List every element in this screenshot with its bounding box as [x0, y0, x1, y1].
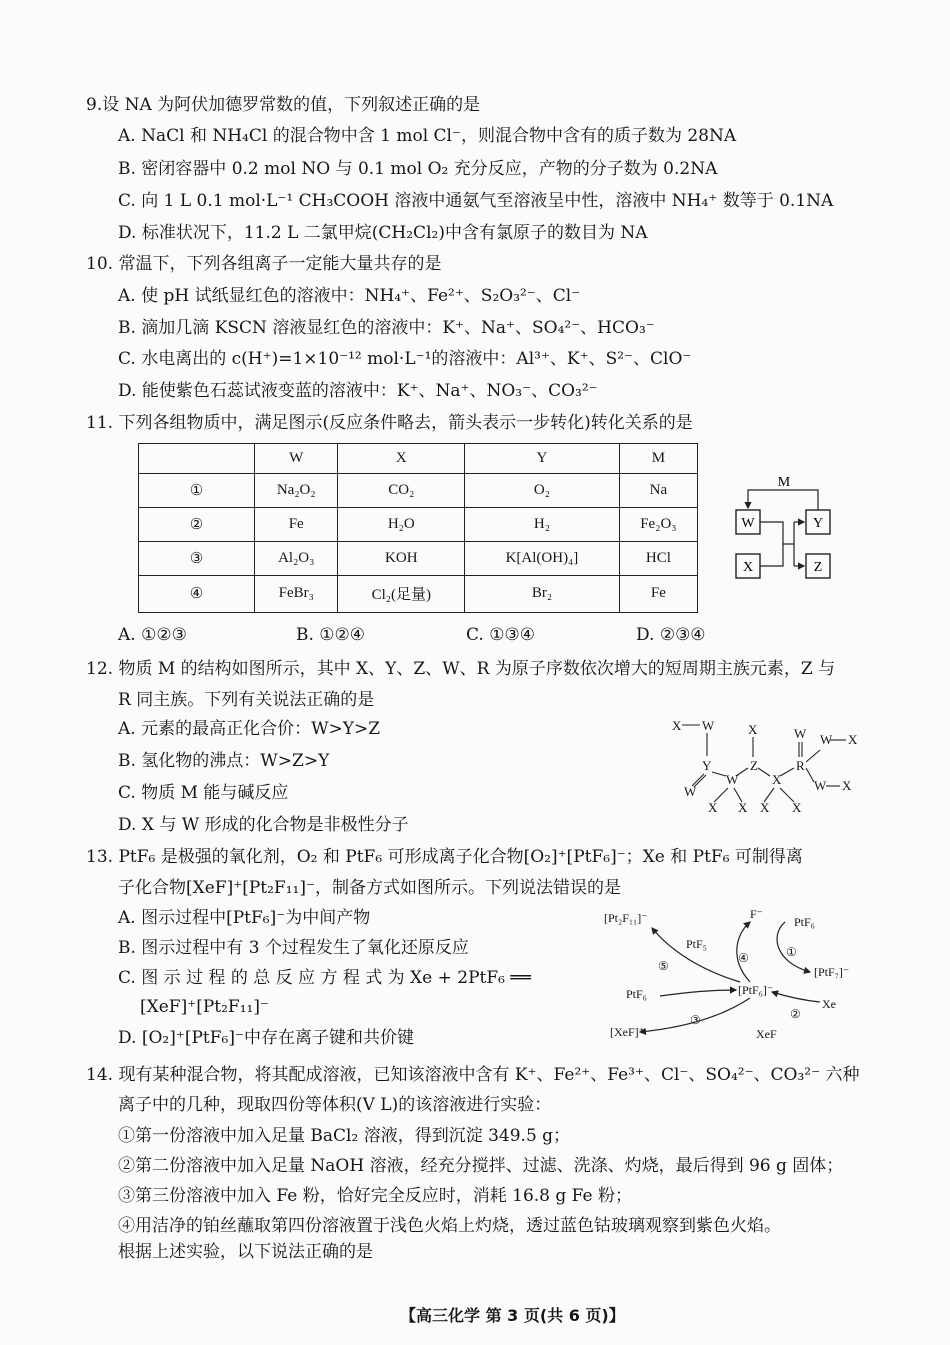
atom-x: X: [848, 732, 858, 747]
q9-option-b: B. 密闭容器中 0.2 mol NO 与 0.1 mol O₂ 充分反应，产物的分子数为 0.2NA: [118, 159, 718, 179]
q13-option-d: D. [O₂]⁺[PtF₆]⁻中存在离子键和共价键: [118, 1028, 414, 1048]
atom-y: X: [772, 772, 782, 787]
table-cell: O₂: [465, 474, 620, 508]
table-cell: H₂O: [338, 508, 465, 542]
atom-w: W: [814, 778, 827, 793]
table-cell: Fe₂O₃: [619, 508, 697, 542]
q11-choice-c: C. ①③④: [466, 625, 535, 645]
step-3: ③: [690, 1013, 701, 1027]
q14-line7: 根据上述实验，以下说法正确的是: [118, 1242, 373, 1262]
atom-x: X: [760, 800, 770, 815]
table-cell: HCl: [619, 542, 697, 576]
atom-x: X: [842, 778, 852, 793]
q12-option-a: A. 元素的最高正化合价：W>Y>Z: [118, 719, 381, 739]
table-cell: Br₂: [465, 575, 620, 612]
q11-choice-a: A. ①②③: [118, 625, 187, 645]
q12-stem-line2: R 同主族。下列有关说法正确的是: [118, 690, 375, 710]
q10-option-a: A. 使 pH 试纸显红色的溶液中：NH₄⁺、Fe²⁺、S₂O₃²⁻、Cl⁻: [118, 286, 581, 306]
q12-molecule-structure: [660, 712, 870, 822]
label-ptf6-minus: [PtF₆]⁻: [738, 983, 774, 997]
atom-x: X: [792, 800, 802, 815]
atom-y: W: [726, 772, 739, 787]
q12-option-c: C. 物质 M 能与碱反应: [118, 783, 289, 803]
q13-cycle-diagram: [600, 900, 870, 1050]
table-cell: Na: [619, 474, 697, 508]
atom-z: Z: [750, 758, 758, 773]
diagram-label-x: X: [742, 560, 754, 575]
step-1: ①: [786, 945, 797, 959]
atom-x: X: [672, 718, 682, 733]
table-cell: FeBr₃: [255, 575, 338, 612]
q11-transformation-diagram: [728, 470, 846, 588]
table-row: [139, 542, 698, 576]
table-header-row: [139, 444, 698, 474]
table-row: [139, 508, 698, 542]
q11-stem: 11. 下列各组物质中，满足图示(反应条件略去，箭头表示一步转化)转化关系的是: [86, 413, 693, 433]
q14-line3: ①第一份溶液中加入足量 BaCl₂ 溶液，得到沉淀 349.5 g；: [118, 1126, 571, 1146]
atom-r: R: [796, 758, 805, 773]
diagram-label-w: W: [741, 516, 755, 531]
q10-option-c: C. 水电离出的 c(H⁺)=1×10⁻¹² mol·L⁻¹的溶液中：Al³⁺、K⁺、S²⁻、ClO⁻: [118, 349, 692, 369]
table-cell: Cl₂(足量): [338, 575, 465, 612]
arrow-step-2: [772, 992, 820, 1002]
table-cell: Fe: [255, 508, 338, 542]
table-cell: ④: [139, 575, 255, 612]
q14-line5: ③第三份溶液中加入 Fe 粉，恰好完全反应时，消耗 16.8 g Fe 粉；: [118, 1186, 633, 1206]
table-cell: Fe: [619, 575, 697, 612]
atom-w: W: [820, 732, 833, 747]
table-cell: K[Al(OH)₄]: [465, 542, 620, 576]
table-cell: KOH: [338, 542, 465, 576]
label-ptf6-top: PtF₆: [794, 915, 815, 929]
q13-stem-line1: 13. PtF₆ 是极强的氧化剂，O₂ 和 PtF₆ 可形成离子化合物[O₂]⁺[PtF₆]⁻；Xe 和 PtF₆ 可制得离: [86, 847, 803, 867]
diagram-label-z: Z: [813, 560, 823, 575]
table-header-cell: M: [619, 444, 697, 474]
q9-option-c: C. 向 1 L 0.1 mol·L⁻¹ CH₃COOH 溶液中通氨气至溶液呈中性，溶液中 NH₄⁺ 数等于 0.1NA: [118, 191, 834, 211]
q11-choice-d: D. ②③④: [636, 625, 706, 645]
q11-choice-b: B. ①②④: [296, 625, 366, 645]
step-4: ④: [738, 951, 749, 965]
q13-option-c-line2: [XeF]⁺[Pt₂F₁₁]⁻: [140, 997, 269, 1017]
table-cell: ③: [139, 542, 255, 576]
table-header-cell: Y: [465, 444, 620, 474]
table-cell: ②: [139, 508, 255, 542]
label-f-minus: F⁻: [750, 907, 764, 921]
table-row: [139, 474, 698, 508]
q12-option-b: B. 氢化物的沸点：W>Z>Y: [118, 751, 330, 771]
table-cell: CO₂: [338, 474, 465, 508]
diagram-label-m: M: [777, 475, 791, 490]
q9-option-d: D. 标准状况下，11.2 L 二氯甲烷(CH₂Cl₂)中含有氯原子的数目为 NA: [118, 223, 648, 243]
step-2: ②: [790, 1007, 801, 1021]
atom-x: X: [748, 722, 758, 737]
q13-option-b: B. 图示过程中有 3 个过程发生了氧化还原反应: [118, 938, 469, 958]
table-row: [139, 575, 698, 612]
table-cell: Na₂O₂: [255, 474, 338, 508]
table-cell: ①: [139, 474, 255, 508]
q14-line6: ④用洁净的铂丝蘸取第四份溶液置于浅色火焰上灼烧，透过蓝色钴玻璃观察到紫色火焰。: [118, 1216, 781, 1236]
label-xef: XeF: [756, 1027, 777, 1041]
q11-table: [138, 443, 698, 613]
diagram-label-y: Y: [812, 516, 824, 531]
q12-stem-line1: 12. 物质 M 的结构如图所示，其中 X、Y、Z、W、R 为原子序数依次增大的短周期主族元素，Z 与: [86, 659, 836, 679]
table-header-cell: [139, 444, 255, 474]
step-5: ⑤: [658, 959, 669, 973]
arrow-m-to-w: [748, 490, 818, 510]
q13-option-c-line1: C. 图 示 过 程 的 总 反 应 方 程 式 为 Xe + 2PtF₆ ══: [118, 968, 531, 988]
table-header-cell: X: [338, 444, 465, 474]
label-xef-plus: [XeF]⁺: [610, 1025, 645, 1039]
q13-stem-line2: 子化合物[XeF]⁺[Pt₂F₁₁]⁻，制备方式如图所示。下列说法错误的是: [118, 878, 621, 898]
label-ptf6-left: PtF₆: [626, 987, 647, 1001]
table-cell: H₂: [465, 508, 620, 542]
q12-option-d: D. X 与 W 形成的化合物是非极性分子: [118, 815, 409, 835]
q9-option-a: A. NaCl 和 NH₄Cl 的混合物中含 1 mol Cl⁻，则混合物中含有的质子数为 28NA: [118, 126, 737, 146]
q14-line4: ②第二份溶液中加入足量 NaOH 溶液，经充分搅拌、过滤、洗涤、灼烧，最后得到 96 g 固体；: [118, 1156, 844, 1176]
atom-w: W: [684, 784, 697, 799]
label-ptf5: PtF₅: [686, 937, 707, 951]
atom-x: X: [708, 800, 718, 815]
atom-w: W: [794, 726, 807, 741]
q14-line2: 离子中的几种，现取四份等体积(V L)的该溶液进行实验：: [118, 1095, 552, 1115]
atom-x: X: [738, 800, 748, 815]
q14-line1: 14. 现有某种混合物，将其配成溶液，已知该溶液中含有 K⁺、Fe²⁺、Fe³⁺、Cl⁻、SO₄²⁻、CO₃²⁻ 六种: [86, 1065, 860, 1085]
q10-stem: 10. 常温下，下列各组离子一定能大量共存的是: [86, 254, 442, 274]
table-cell: Al₂O₃: [255, 542, 338, 576]
arrow-ptf6-in: [660, 990, 736, 996]
atom-y: Y: [702, 758, 712, 773]
q10-option-b: B. 滴加几滴 KSCN 溶液显红色的溶液中：K⁺、Na⁺、SO₄²⁻、HCO₃⁻: [118, 318, 655, 338]
label-ptf7-minus: [PtF₇]⁻: [814, 965, 850, 979]
q9-stem: 9.设 NA 为阿伏加德罗常数的值，下列叙述正确的是: [86, 95, 481, 115]
bracket-w-x: [760, 522, 783, 566]
table-header-cell: W: [255, 444, 338, 474]
q10-option-d: D. 能使紫色石蕊试液变蓝的溶液中：K⁺、Na⁺、NO₃⁻、CO₃²⁻: [118, 381, 598, 401]
label-xe: Xe: [822, 997, 836, 1011]
page-footer: 【高三化学 第 3 页(共 6 页)】: [400, 1306, 625, 1325]
q13-option-a: A. 图示过程中[PtF₆]⁻为中间产物: [118, 908, 371, 928]
atom-w: W: [702, 718, 715, 733]
label-pt2f11: [Pt₂F₁₁]⁻: [604, 911, 648, 925]
